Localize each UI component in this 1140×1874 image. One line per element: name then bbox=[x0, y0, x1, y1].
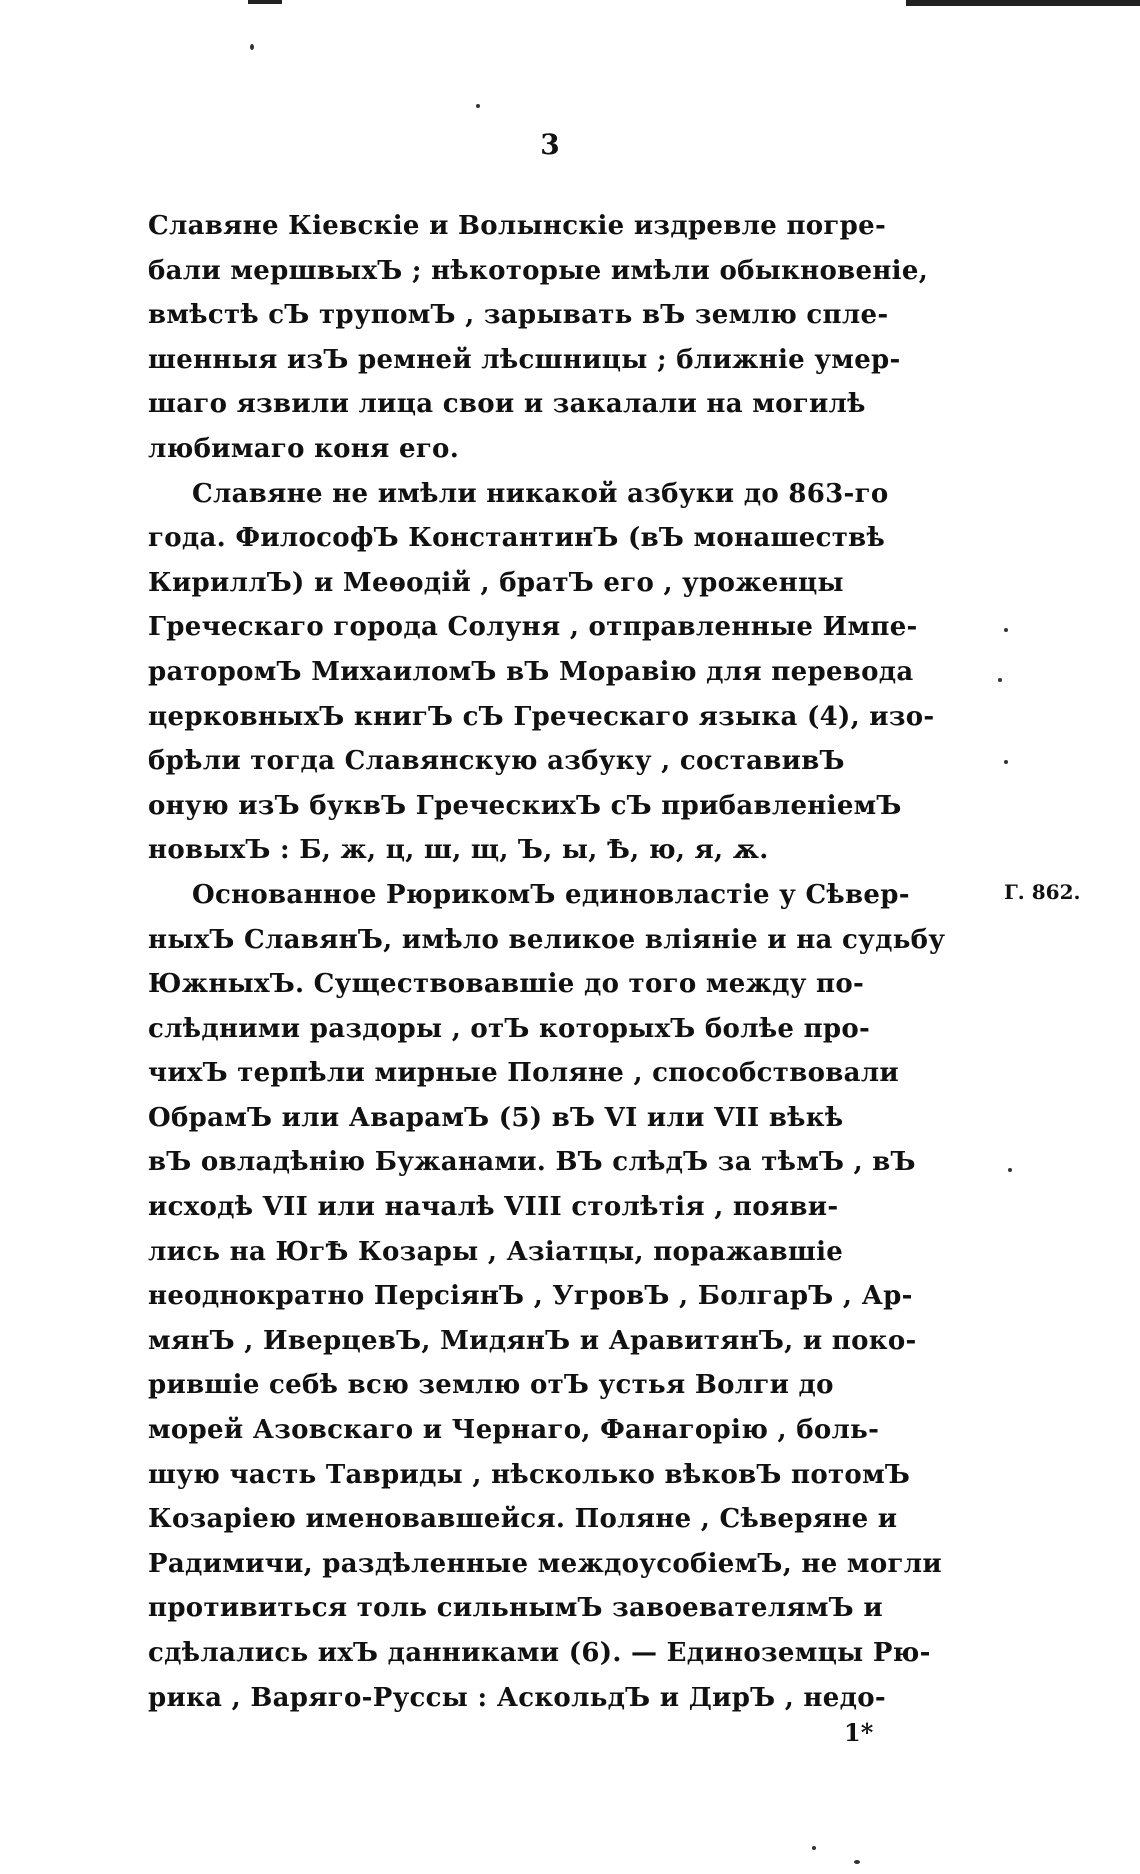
text-line: мянЪ , ИверцевЪ, МидянЪ и АравитянЪ, и поко- bbox=[148, 1325, 917, 1356]
text-line: Радимичи, раздѣленные междоусобіемЪ, не могли bbox=[148, 1548, 942, 1579]
text-line: года. ФилософЪ КонстантинЪ (вЪ монашествѣ bbox=[148, 523, 886, 554]
speck bbox=[998, 678, 1002, 682]
text-line: шенныя изЪ ремней лѣсшницы ; ближніе умер- bbox=[148, 344, 901, 375]
signature-mark: 1* bbox=[844, 1718, 874, 1747]
text-line: морей Азовскаго и Чернаго, Фанагорію , боль- bbox=[148, 1415, 880, 1446]
text-line: противиться толь сильнымЪ завоевателямЪ и bbox=[148, 1593, 883, 1624]
text-line: бали мершвыхЪ ; нѣкоторые имѣли обыкновеніе, bbox=[148, 255, 929, 286]
text-line: новыхЪ : Б, ж, ц, ш, щ, Ъ, ы, Ѣ, ю, я, ѫ. bbox=[148, 835, 769, 866]
text-line: Козаріею именовавшейся. Поляне , Сѣверяне и bbox=[148, 1504, 898, 1535]
text-line: рика , Варяго-Руссы : АскольдЪ и ДирЪ , недо- bbox=[148, 1682, 886, 1713]
text-line: Славяне Кіевскіе и Волынскіе издревле погре- bbox=[148, 211, 887, 241]
text-line: ОбрамЪ или АварамЪ (5) вЪ VI или VII вѣкѣ bbox=[148, 1102, 844, 1133]
text-line: любимаго коня его. bbox=[148, 433, 460, 464]
body-text bbox=[148, 204, 958, 1720]
text-line: шаго язвили лица свои и закалали на могилѣ bbox=[148, 389, 866, 420]
text-line: вЪ овладѣнію Бужанами. ВЪ слѣдЪ за тѣмЪ , вЪ bbox=[148, 1147, 916, 1178]
top-edge-mark-right bbox=[906, 0, 1140, 6]
page-number: 3 bbox=[540, 128, 560, 161]
text-line: ЮжныхЪ. Существовавшіе до того между по- bbox=[148, 969, 865, 1000]
speck bbox=[250, 44, 254, 50]
text-line: Основанное РюрикомЪ единовластіе у Сѣвер- bbox=[192, 879, 910, 910]
speck bbox=[1008, 1168, 1012, 1172]
speck bbox=[812, 1846, 816, 1850]
text-line: брѣли тогда Славянскую азбуку , составивЪ bbox=[148, 746, 845, 777]
text-line: раторомЪ МихаиломЪ вЪ Моравію для перевода bbox=[148, 656, 914, 687]
speck bbox=[1004, 760, 1008, 764]
text-line: исходѣ VII или началѣ VIII столѣтія , появи- bbox=[148, 1192, 839, 1223]
text-line: шую часть Тавриды , нѣсколько вѣковЪ потомЪ bbox=[148, 1459, 911, 1490]
speck bbox=[1004, 628, 1008, 632]
text-line: сдѣлались ихЪ данниками (6). — Единоземцы Рю- bbox=[148, 1638, 931, 1668]
text-line: чихЪ терпѣли мирные Поляне , способствовали bbox=[148, 1058, 899, 1089]
text-line: слѣдними раздоры , отЪ которыхЪ болѣе про- bbox=[148, 1013, 871, 1044]
text-line: Греческаго города Солуня , отправленные Импе- bbox=[148, 612, 918, 643]
text-line: лись на ЮгѢ Козары , Азіатцы, поражавшіе bbox=[148, 1236, 844, 1267]
text-line: Славяне не имѣли никакой азбуки до 863-го bbox=[192, 478, 889, 509]
speck bbox=[476, 104, 480, 108]
text-line: ныхЪ СлавянЪ, имѣло великое вліяніе и на судьбу bbox=[148, 924, 946, 955]
text-line: оную изЪ буквЪ ГреческихЪ сЪ прибавленіемЪ bbox=[148, 790, 902, 821]
text-line: неоднократно ПерсіянЪ , УгровЪ , БолгарЪ , Ар- bbox=[148, 1281, 913, 1312]
text-line: КириллЪ) и Меѳодій , братЪ его , уроженцы bbox=[148, 567, 844, 598]
margin-date-note: Г. 862. bbox=[1004, 880, 1081, 904]
text-line: рившіе себѣ всю землю отЪ устья Волги до bbox=[148, 1370, 834, 1401]
top-edge-mark-left bbox=[248, 0, 282, 4]
speck bbox=[854, 1860, 860, 1864]
text-line: вмѣстѣ сЪ трупомЪ , зарывать вЪ землю спле- bbox=[148, 300, 889, 331]
text-line: церковныхЪ книгЪ сЪ Греческаго языка (4), изо- bbox=[148, 701, 935, 732]
